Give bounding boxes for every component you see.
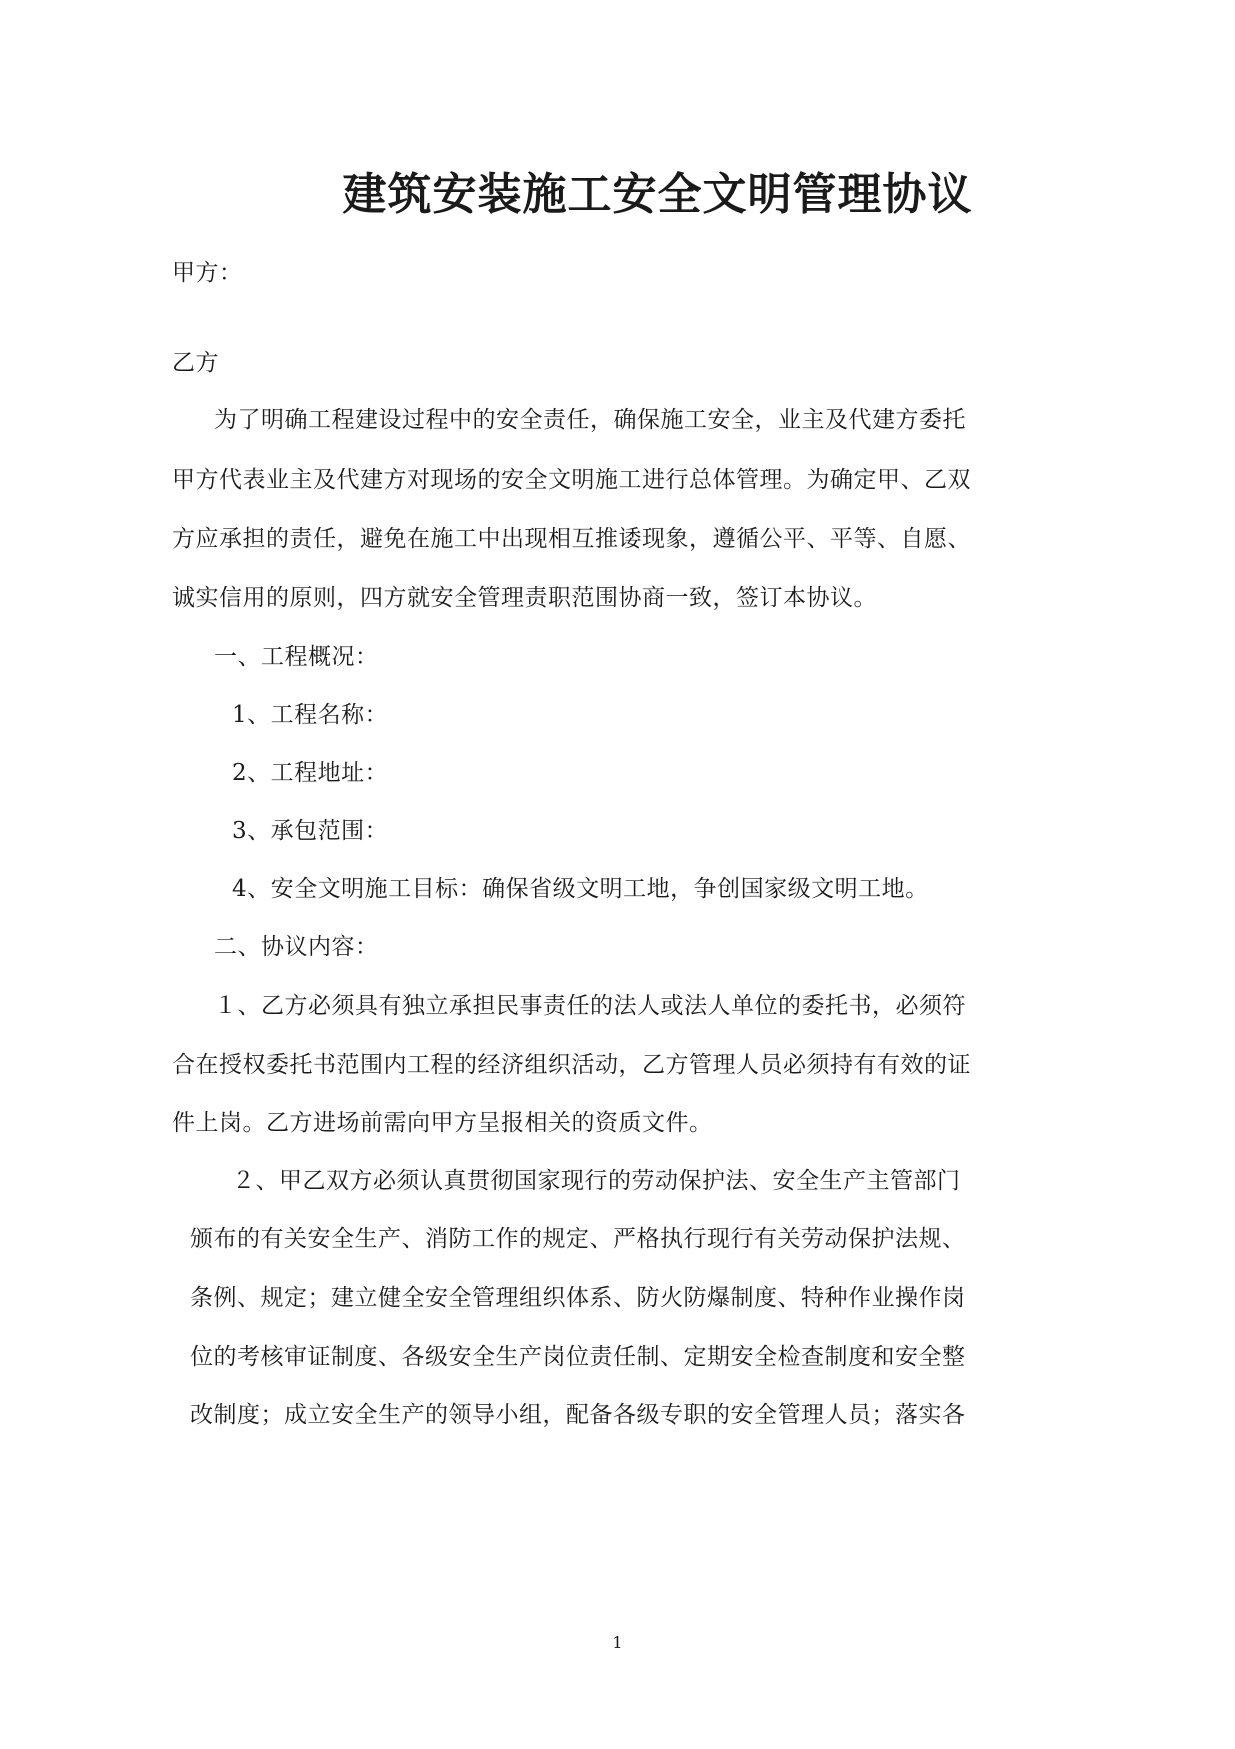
section1-heading: 一、工程概况： <box>214 644 379 670</box>
party-b-label: 乙方 <box>172 350 219 376</box>
intro-line-2: 甲方代表业主及代建方对现场的安全文明施工进行总体管理。为确定甲、乙双 <box>172 467 971 493</box>
intro-line-3: 方应承担的责任，避免在施工中出现相互推诿现象，遵循公平、平等、自愿、 <box>172 526 971 552</box>
clause2-line-2: 颁布的有关安全生产、消防工作的规定、严格执行现行有关劳动保护法规、 <box>190 1226 966 1252</box>
section2-heading: 二、协议内容： <box>214 934 379 960</box>
clause2-line-3: 条例、规定；建立健全安全管理组织体系、防火防爆制度、特种作业操作岗 <box>190 1285 966 1311</box>
section1-item-2: 2、工程地址： <box>232 760 389 786</box>
page-number: 1 <box>612 1633 623 1652</box>
clause2-line-1: ２、甲乙双方必须认真贯彻国家现行的劳动保护法、安全生产主管部门 <box>232 1168 961 1194</box>
document-title: 建筑安装施工安全文明管理协议 <box>342 169 973 220</box>
section1-item-1: 1、工程名称： <box>232 702 389 728</box>
clause1-line-2: 合在授权委托书范围内工程的经济组织活动，乙方管理人员必须持有有效的证 <box>172 1052 971 1078</box>
intro-line-4: 诚实信用的原则，四方就安全管理责职范围协商一致，签订本协议。 <box>172 585 877 611</box>
clause1-line-1: １、乙方必须具有独立承担民事责任的法人或法人单位的委托书，必须符 <box>214 993 966 1019</box>
clause2-line-4: 位的考核审证制度、各级安全生产岗位责任制、定期安全检查制度和安全整 <box>190 1344 966 1370</box>
intro-line-1: 为了明确工程建设过程中的安全责任，确保施工安全，业主及代建方委托 <box>214 407 966 433</box>
section1-item-3: 3、承包范围： <box>232 818 389 844</box>
clause1-line-3: 件上岗。乙方进场前需向甲方呈报相关的资质文件。 <box>172 1110 713 1136</box>
party-a-label: 甲方： <box>172 260 243 286</box>
section1-item-4: 4、安全文明施工目标：确保省级文明工地，争创国家级文明工地。 <box>232 876 929 902</box>
clause2-line-5: 改制度；成立安全生产的领导小组，配备各级专职的安全管理人员；落实各 <box>190 1402 966 1428</box>
